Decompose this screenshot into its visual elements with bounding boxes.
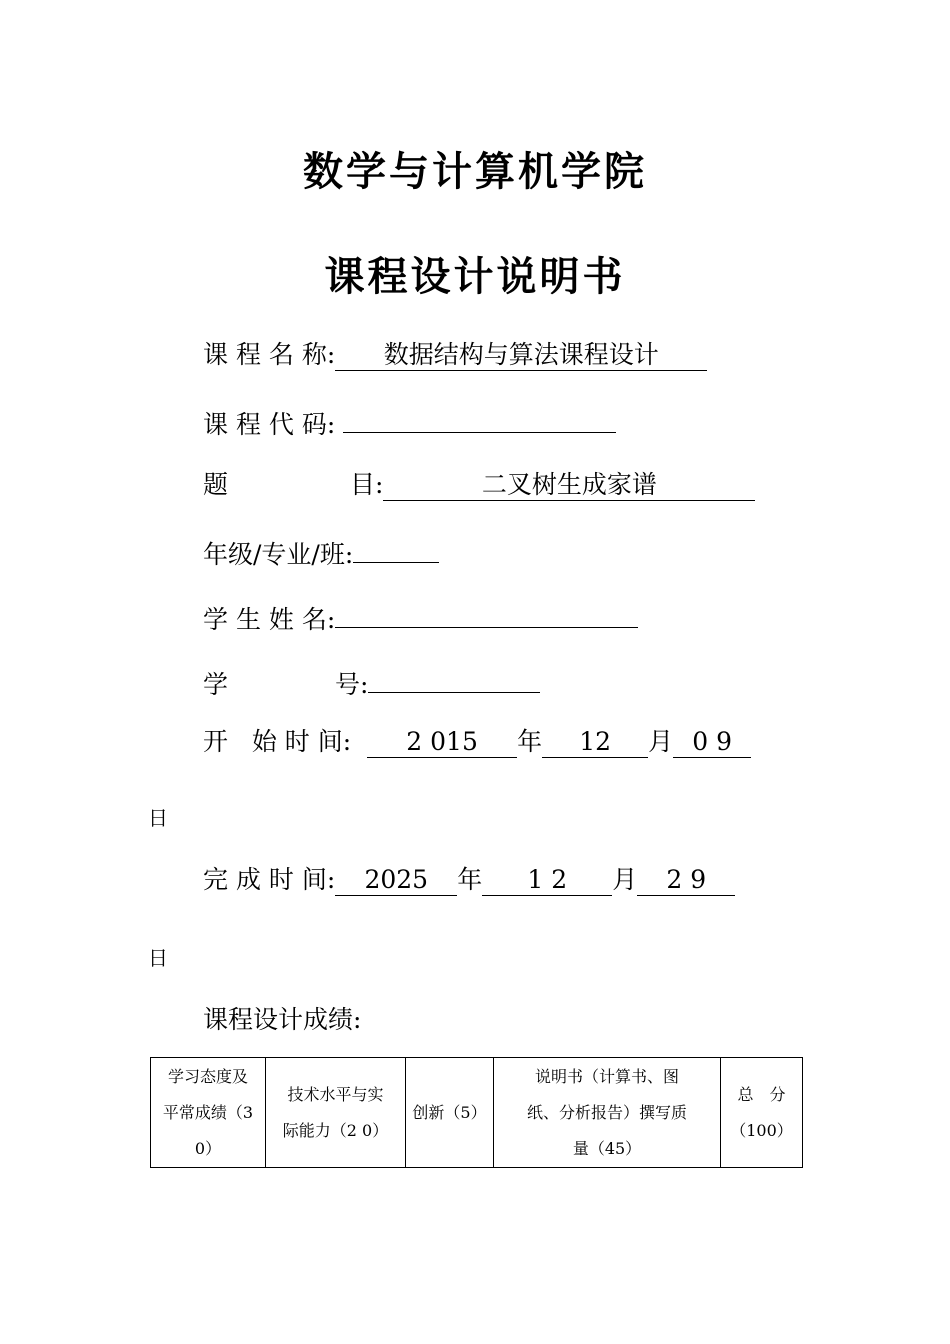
course-code-value [343, 402, 616, 433]
grade-table [150, 1057, 803, 1168]
course-grade-label: 课程设计成绩: [203, 1005, 362, 1034]
student-name-value [335, 597, 638, 628]
start-day-char: 日 [148, 806, 168, 830]
grade-class-label: 年级/专业/班: [203, 540, 354, 569]
end-date-label: 完 成 时 间: [203, 865, 336, 894]
grade-header-total: 总 分 （100） [721, 1058, 803, 1168]
school-title: 数学与计算机学院 [303, 149, 647, 195]
document-title: 课程设计说明书 [324, 254, 626, 300]
end-day: 2 9 [637, 865, 735, 896]
topic-row [203, 467, 755, 503]
start-date-row [203, 724, 751, 760]
topic-value: 二叉树生成家谱 [383, 470, 755, 501]
start-date-label: 开 始 时 间: [203, 727, 352, 756]
start-month: 12 [542, 727, 648, 758]
end-year-char: 年 [457, 865, 483, 894]
grade-header-technical: 技术水平与实 际能力（2 0） [266, 1058, 406, 1168]
start-year-char: 年 [517, 727, 543, 756]
grade-class-value [353, 532, 439, 563]
student-name-row [203, 597, 638, 633]
end-year: 2025 [335, 865, 457, 896]
topic-label-left: 题 [203, 470, 229, 499]
start-year: 2 015 [367, 727, 517, 758]
course-code-row [203, 402, 616, 438]
end-date-row [203, 862, 735, 898]
grade-header-innovation: 创新（5） [406, 1058, 494, 1168]
course-name-value: 数据结构与算法课程设计 [335, 340, 707, 371]
grade-header-report: 说明书（计算书、图 纸、分析报告）撰写质 量（45） [494, 1058, 721, 1168]
student-id-value [368, 662, 540, 693]
end-month: 1 2 [482, 865, 612, 896]
grade-header-attitude: 学习态度及 平常成绩（3 0） [151, 1058, 266, 1168]
end-day-char: 日 [148, 946, 168, 970]
course-name-row [203, 337, 707, 373]
student-name-label: 学 生 姓 名: [203, 605, 336, 634]
topic-label-right: 目: [350, 470, 384, 499]
end-month-char: 月 [612, 865, 638, 894]
start-month-char: 月 [648, 727, 674, 756]
course-code-label: 课 程 代 码: [203, 410, 336, 439]
student-id-row [203, 662, 540, 698]
grade-class-row [203, 532, 439, 568]
course-name-label: 课 程 名 称: [203, 340, 336, 369]
start-day: 0 9 [673, 727, 751, 758]
student-id-label-right: 号: [335, 670, 369, 699]
student-id-label-left: 学 [203, 670, 229, 699]
